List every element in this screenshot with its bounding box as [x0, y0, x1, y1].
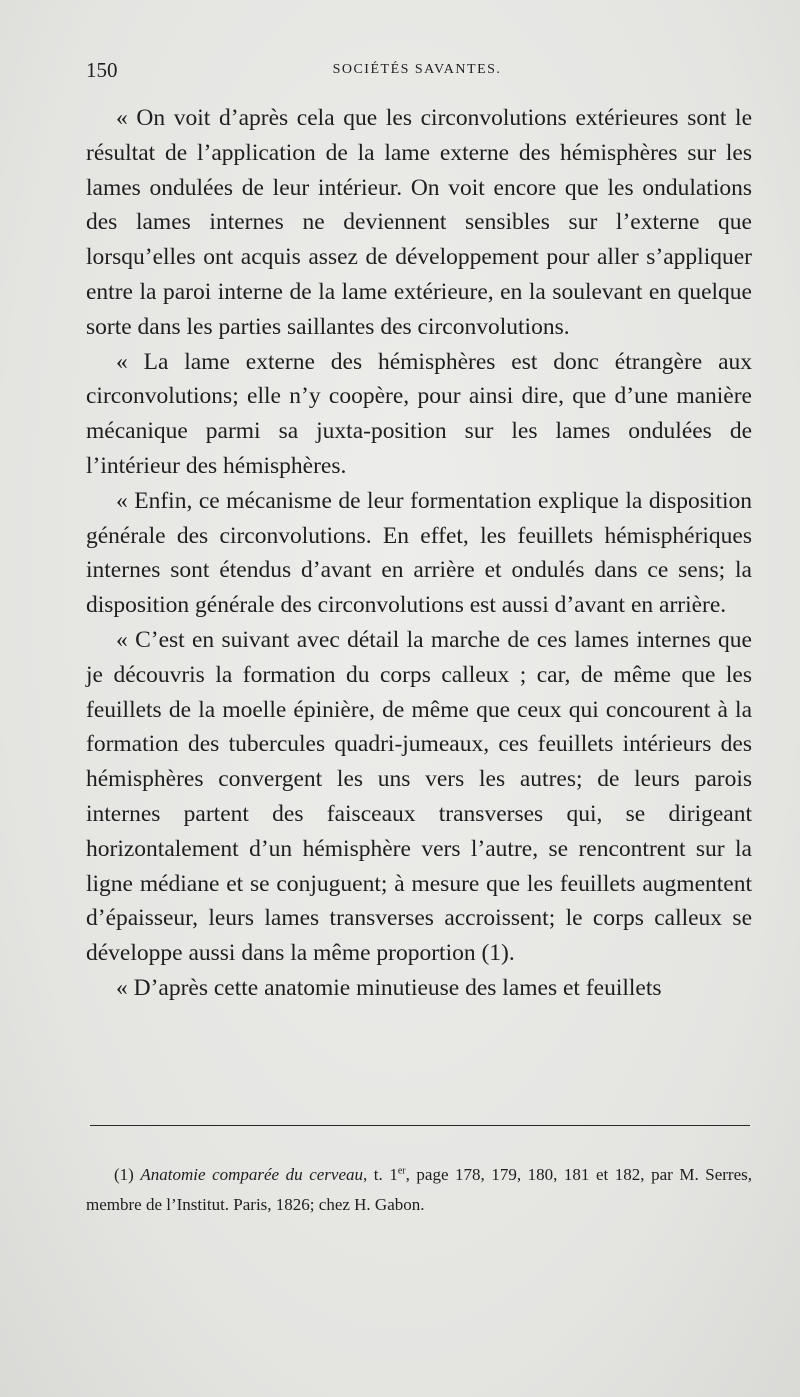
running-head	[82, 58, 752, 88]
paragraph: « Enfin, ce mécanisme de leur formentation explique la disposition générale des circonvolutions. En effet, les feuillets hémisphériques internes sont étendus d’avant en arrière et ondulés dans ce sens; la disposition générale des circonvolutions est aussi d’avant en arrière.	[86, 487, 752, 619]
paragraph: « On voit d’après cela que les circonvolutions extérieures sont le résultat de l’application de la lame externe des hémisphères sur les lames ondulées de leur intérieur. On voit encore que les ondulations des lames internes ne deviennent sensibles sur l’externe que lorsqu’elles ont acquis assez de développement pour aller s’appliquer entre la paroi interne de la lame extérieure, en la soulevant en quelque sorte dans les parties saillantes des circonvolutions.	[86, 105, 752, 340]
footnote-superscript: er	[397, 1165, 406, 1177]
footnote-separator	[90, 1125, 750, 1126]
footnote	[86, 1160, 752, 1220]
footnote-title: Anatomie comparée du cerveau	[140, 1165, 363, 1184]
page-number: 150	[86, 58, 118, 82]
paragraph: « C’est en suivant avec détail la marche de ces lames internes que je découvris la formation du corps calleux ; car, de même que les feuillets de la moelle épinière, de même que ceux qui concourent à la formation des tubercules quadri-jumeaux, ces feuillets intérieurs des hémisphères convergent les uns vers les autres; de leurs parois internes partent des faisceaux transverses qui, se dirigeant horizontalement d’un hémisphère vers l’autre, se rencontrent sur la ligne médiane et se conjuguent; à mesure que les feuillets augmentent d’épaisseur, leurs lames transverses accroissent; le corps calleux se développe aussi dans la même proportion (1).	[86, 626, 752, 967]
paragraph: « D’après cette anatomie minutieuse des lames et feuillets	[116, 974, 662, 1001]
running-title: SOCIÉTÉS SAVANTES.	[332, 62, 502, 77]
footnote-text-continued: , page 178, 179, 180, 181 et 182, par M. Serres, membre de l’Institut. Paris, 1826; chez H. Gabon.	[86, 1165, 752, 1214]
footnote-text: , t. 1	[363, 1165, 398, 1184]
paragraph: « La lame externe des hémisphères est donc étrangère aux circonvolutions; elle n’y coopère, pour ainsi dire, que d’une manière mécanique parmi sa juxta-position sur les lames ondulées de l’intérieur des hémisphères.	[86, 348, 752, 479]
footnote-marker: (1)	[114, 1165, 134, 1184]
main-text	[86, 101, 752, 1006]
